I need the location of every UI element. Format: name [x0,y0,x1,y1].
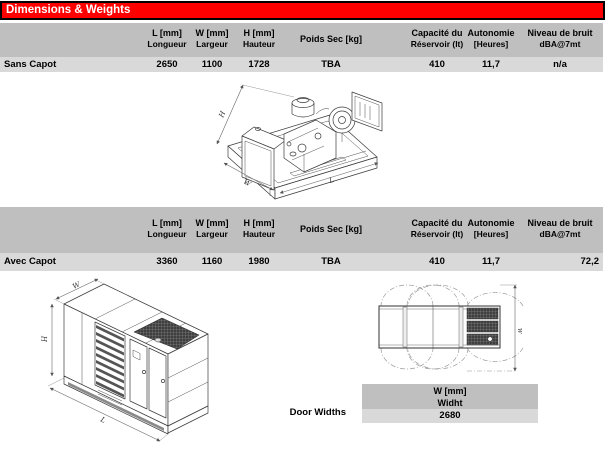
door-widths-label: Door Widths [289,407,346,418]
dim-label-h: H [217,109,228,119]
canopied-set-table-header [0,207,603,253]
col-header-length: L [mm] Longueur [147,28,187,49]
col-header-autonomy: Autonomie [Heures] [467,218,515,239]
open-set-tank-capacity: 410 [429,59,445,70]
dim-label-w: W [71,280,82,291]
open-set-noise-level: n/a [553,59,567,70]
open-set-dry-weight: TBA [321,59,341,70]
canopied-set-width: 1160 [201,256,223,267]
canopy-plan-outline [379,306,500,348]
open-set-length: 2650 [156,59,178,70]
canopied-set-dry-weight: TBA [321,256,341,267]
col-header-autonomy: Autonomie [Heures] [467,28,515,49]
col-header-noise-level: Niveau de bruit dBA@7mt [527,28,593,49]
open-genset-drawing [190,76,412,203]
canopied-set-table-row [0,253,603,271]
open-set-height: 1728 [248,59,270,70]
col-header-height: H [mm] Hauteur [242,218,276,239]
canopied-genset-lineart [64,284,208,434]
canopied-set-autonomy: 11,7 [482,256,500,267]
open-set-autonomy: 11,7 [482,59,500,70]
row-label-sans-capot: Sans Capot [4,59,57,70]
col-header-tank-capacity: Capacité du Réservoir (lt) [410,218,464,239]
section-title-bar [0,1,605,20]
door-widths-table-header: W [mm] Widht [362,384,538,409]
canopied-set-tank-capacity: 410 [429,256,445,267]
col-header-width: W [mm] Largeur [195,28,229,49]
dim-label-h: H [41,335,49,342]
section-title: Dimensions & Weights [6,4,131,16]
open-set-table-row [0,57,603,72]
open-set-table-header [0,23,603,57]
door-swing-top-view-drawing [363,281,528,377]
door-widths-table-row: 2680 [362,409,538,423]
col-header-dry-weight: Poids Sec [kg] [299,224,363,234]
col-header-dry-weight: Poids Sec [kg] [299,34,363,44]
dim-label-w: W [516,328,522,334]
col-header-height: H [mm] Hauteur [242,28,276,49]
col-header-noise-level: Niveau de bruit dBA@7mt [527,218,593,239]
canopied-genset-drawing [38,278,253,446]
dim-label-w: W [242,177,253,189]
row-label-avec-capot: Avec Capot [4,256,56,267]
col-header-tank-capacity: Capacité du Réservoir (lt) [410,28,464,49]
dim-label-l: L [99,415,107,425]
open-set-width: 1100 [201,59,223,70]
canopied-set-noise-level: 72,2 [580,256,599,267]
canopied-set-height: 1980 [248,256,270,267]
canopied-set-length: 3360 [156,256,178,267]
col-header-width: W [mm] Largeur [195,218,229,239]
col-header-length: L [mm] Longueur [147,218,187,239]
dim-label-l: L [328,175,336,185]
